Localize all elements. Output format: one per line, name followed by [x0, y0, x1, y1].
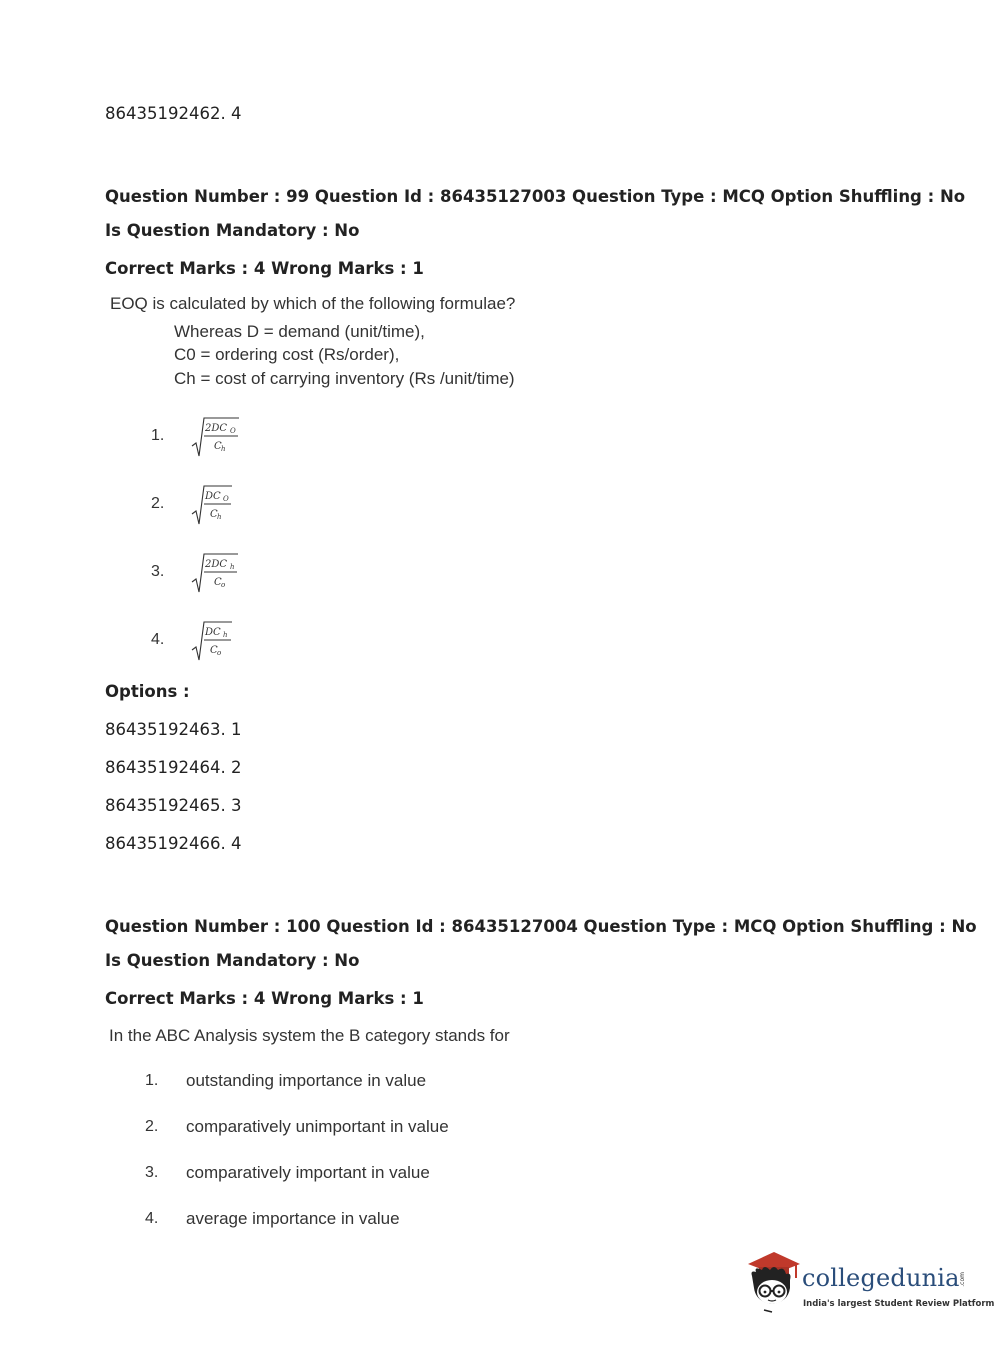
q99-definition-demand: Whereas D = demand (unit/time),: [174, 322, 425, 341]
q100-choice-4-label: 4.: [145, 1210, 159, 1227]
previous-option: 86435192462. 4: [105, 104, 242, 123]
sqrt-formula-2: [190, 482, 250, 530]
sqrt-formula-1: [190, 414, 250, 462]
sqrt-formula-3: [190, 550, 250, 598]
logo-com: .com: [959, 1272, 966, 1287]
q99-question-text: EOQ is calculated by which of the following formulae?: [110, 294, 516, 313]
q99-choice-2-numerator-sub: O: [223, 495, 229, 503]
q100-choice-2-text: comparatively unimportant in value: [186, 1117, 449, 1136]
q99-mandatory: Is Question Mandatory : No: [105, 221, 360, 240]
q99-choice-1-numerator: 2DC: [205, 423, 228, 434]
q100-choice-3-label: 3.: [145, 1164, 159, 1181]
q99-choice-3-denominator: C: [214, 577, 222, 588]
q99-choice-4-label: 4.: [151, 631, 165, 648]
q99-choice-2-numerator: DC: [205, 491, 221, 502]
q100-question-text: In the ABC Analysis system the B category stands for: [109, 1026, 510, 1045]
q99-choice-2-denominator-sub: h: [217, 513, 222, 521]
q99-choice-4-numerator-sub: h: [223, 631, 228, 639]
q100-choice-1-label: 1.: [145, 1072, 159, 1089]
q99-definition-carrying-cost: Ch = cost of carrying inventory (Rs /unit/time): [174, 369, 515, 388]
q100-mandatory: Is Question Mandatory : No: [105, 951, 360, 970]
q99-choice-2-label: 2.: [151, 495, 165, 512]
q99-options-label: Options :: [105, 682, 190, 701]
q100-marks: Correct Marks : 4 Wrong Marks : 1: [105, 989, 424, 1008]
sqrt-formula-4: [190, 618, 250, 666]
q99-option-2: 86435192464. 2: [105, 758, 242, 777]
mascot-icon: [742, 1248, 802, 1314]
q99-option-3: 86435192465. 3: [105, 796, 242, 815]
logo-tagline: India's largest Student Review Platform: [803, 1299, 995, 1309]
logo-wordmark: collegedunia: [802, 1264, 960, 1292]
collegedunia-logo: [742, 1248, 995, 1318]
q99-choice-4-denominator-sub: o: [217, 649, 222, 657]
q99-choice-3-numerator-sub: h: [230, 563, 235, 571]
q99-option-4: 86435192466. 4: [105, 834, 242, 853]
q99-choice-1-numerator-sub: O: [230, 427, 236, 435]
q99-choice-3-denominator-sub: o: [221, 581, 226, 589]
q100-choice-3-text: comparatively important in value: [186, 1163, 430, 1182]
q100-choice-4-text: average importance in value: [186, 1209, 400, 1228]
q100-choice-2-label: 2.: [145, 1118, 159, 1135]
q99-header: Question Number : 99 Question Id : 86435127003 Question Type : MCQ Option Shuffling : No: [105, 187, 966, 206]
q99-choice-3-numerator: 2DC: [205, 559, 228, 570]
q100-header: Question Number : 100 Question Id : 86435127004 Question Type : MCQ Option Shuffling : No: [105, 917, 977, 936]
q99-marks: Correct Marks : 4 Wrong Marks : 1: [105, 259, 424, 278]
q99-choice-4-denominator: C: [210, 645, 218, 656]
q99-choice-2-denominator: C: [210, 509, 218, 520]
q99-option-1: 86435192463. 1: [105, 720, 242, 739]
q99-definition-ordering-cost: C0 = ordering cost (Rs/order),: [174, 345, 400, 364]
q99-choice-4-numerator: DC: [205, 627, 221, 638]
q100-choice-1-text: outstanding importance in value: [186, 1071, 427, 1090]
q99-choice-1-denominator: C: [214, 441, 222, 452]
q99-choice-1-label: 1.: [151, 427, 165, 444]
q99-choice-3-label: 3.: [151, 563, 165, 580]
q99-choice-1-denominator-sub: h: [221, 445, 226, 453]
